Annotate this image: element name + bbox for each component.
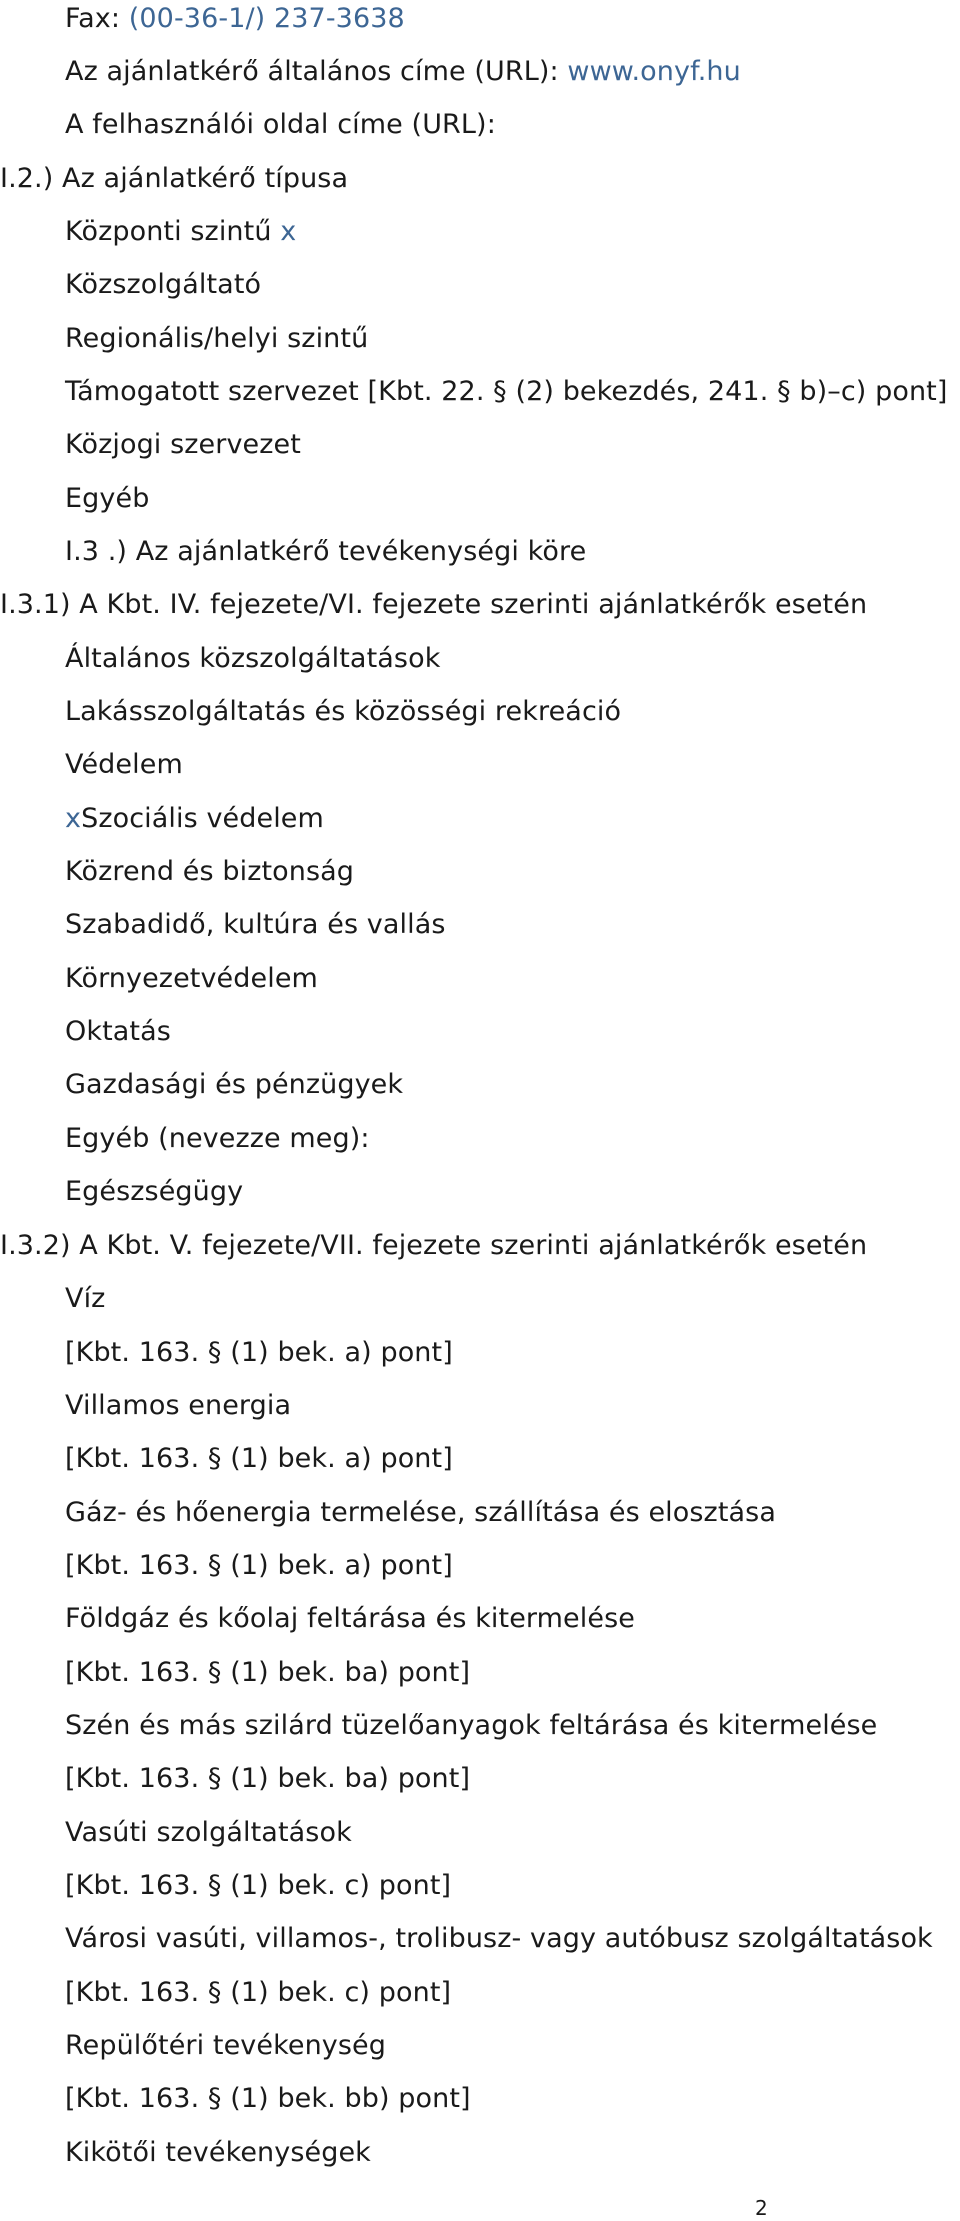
legal-reference: [Kbt. 163. § (1) bek. a) pont] — [65, 1337, 453, 1368]
section-i31-heading: I.3.1) A Kbt. IV. fejezete/VI. fejezete szerinti ajánlatkérők esetén — [0, 589, 868, 620]
checked-mark: x — [65, 803, 82, 834]
utility-item: Gáz- és hőenergia termelése, szállítása és elosztása — [65, 1497, 776, 1528]
option-central-label: Központi szintű — [65, 216, 281, 247]
fax-label: Fax: — [65, 3, 129, 34]
option-public-law-body: Közjogi szervezet — [65, 429, 301, 460]
activity-item: Egészségügy — [65, 1176, 244, 1207]
activity-item: Védelem — [65, 749, 183, 780]
activity-item: Szabadidő, kultúra és vallás — [65, 909, 446, 940]
utility-item: Repülőtéri tevékenység — [65, 2030, 386, 2061]
legal-reference: [Kbt. 163. § (1) bek. bb) pont] — [65, 2083, 471, 2114]
general-url-link[interactable]: www.onyf.hu — [567, 56, 741, 87]
section-i32-heading: I.3.2) A Kbt. V. fejezete/VII. fejezete szerinti ajánlatkérők esetén — [0, 1230, 868, 1261]
general-url-label: Az ajánlatkérő általános címe (URL): — [65, 56, 568, 87]
user-url-line: A felhasználói oldal címe (URL): — [65, 109, 496, 140]
utility-item: Villamos energia — [65, 1390, 292, 1421]
legal-reference: [Kbt. 163. § (1) bek. a) pont] — [65, 1443, 453, 1474]
option-central — [65, 215, 296, 249]
activity-item: Környezetvédelem — [65, 963, 318, 994]
legal-reference: [Kbt. 163. § (1) bek. ba) pont] — [65, 1657, 471, 1688]
legal-reference: [Kbt. 163. § (1) bek. ba) pont] — [65, 1763, 471, 1794]
utility-item: Vasúti szolgáltatások — [65, 1817, 352, 1848]
activity-item: Oktatás — [65, 1016, 171, 1047]
activity-item: Általános közszolgáltatások — [65, 643, 441, 674]
activity-item-label: Szociális védelem — [81, 803, 324, 834]
option-public-service: Közszolgáltató — [65, 269, 262, 300]
activity-item: Közrend és biztonság — [65, 856, 355, 887]
page-number: 2 — [755, 2196, 768, 2220]
fax-number: (00-36-1/) 237-3638 — [128, 3, 405, 34]
fax-line — [65, 2, 405, 36]
checked-mark: x — [280, 216, 297, 247]
option-supported-organization: Támogatott szervezet [Kbt. 22. § (2) bekezdés, 241. § b)–c) pont] — [65, 376, 948, 407]
activity-item-social-protection — [65, 802, 324, 836]
activity-item: Lakásszolgáltatás és közösségi rekreáció — [65, 696, 622, 727]
utility-item: Szén és más szilárd tüzelőanyagok feltárása és kitermelése — [65, 1710, 878, 1741]
legal-reference: [Kbt. 163. § (1) bek. a) pont] — [65, 1550, 453, 1581]
general-url-line — [65, 55, 741, 89]
utility-item: Kikötői tevékenységek — [65, 2137, 371, 2168]
option-regional-local: Regionális/helyi szintű — [65, 323, 369, 354]
option-other: Egyéb — [65, 483, 150, 514]
activity-item: Egyéb (nevezze meg): — [65, 1123, 370, 1154]
section-i3-heading: I.3 .) Az ajánlatkérő tevékenységi köre — [65, 536, 587, 567]
utility-item: Városi vasúti, villamos-, trolibusz- vagy autóbusz szolgáltatások — [65, 1923, 933, 1954]
utility-item: Víz — [65, 1283, 106, 1314]
utility-item: Földgáz és kőolaj feltárása és kitermelése — [65, 1603, 635, 1634]
legal-reference: [Kbt. 163. § (1) bek. c) pont] — [65, 1977, 452, 2008]
legal-reference: [Kbt. 163. § (1) bek. c) pont] — [65, 1870, 452, 1901]
section-i2-heading: I.2.) Az ajánlatkérő típusa — [0, 163, 349, 194]
activity-item: Gazdasági és pénzügyek — [65, 1069, 404, 1100]
